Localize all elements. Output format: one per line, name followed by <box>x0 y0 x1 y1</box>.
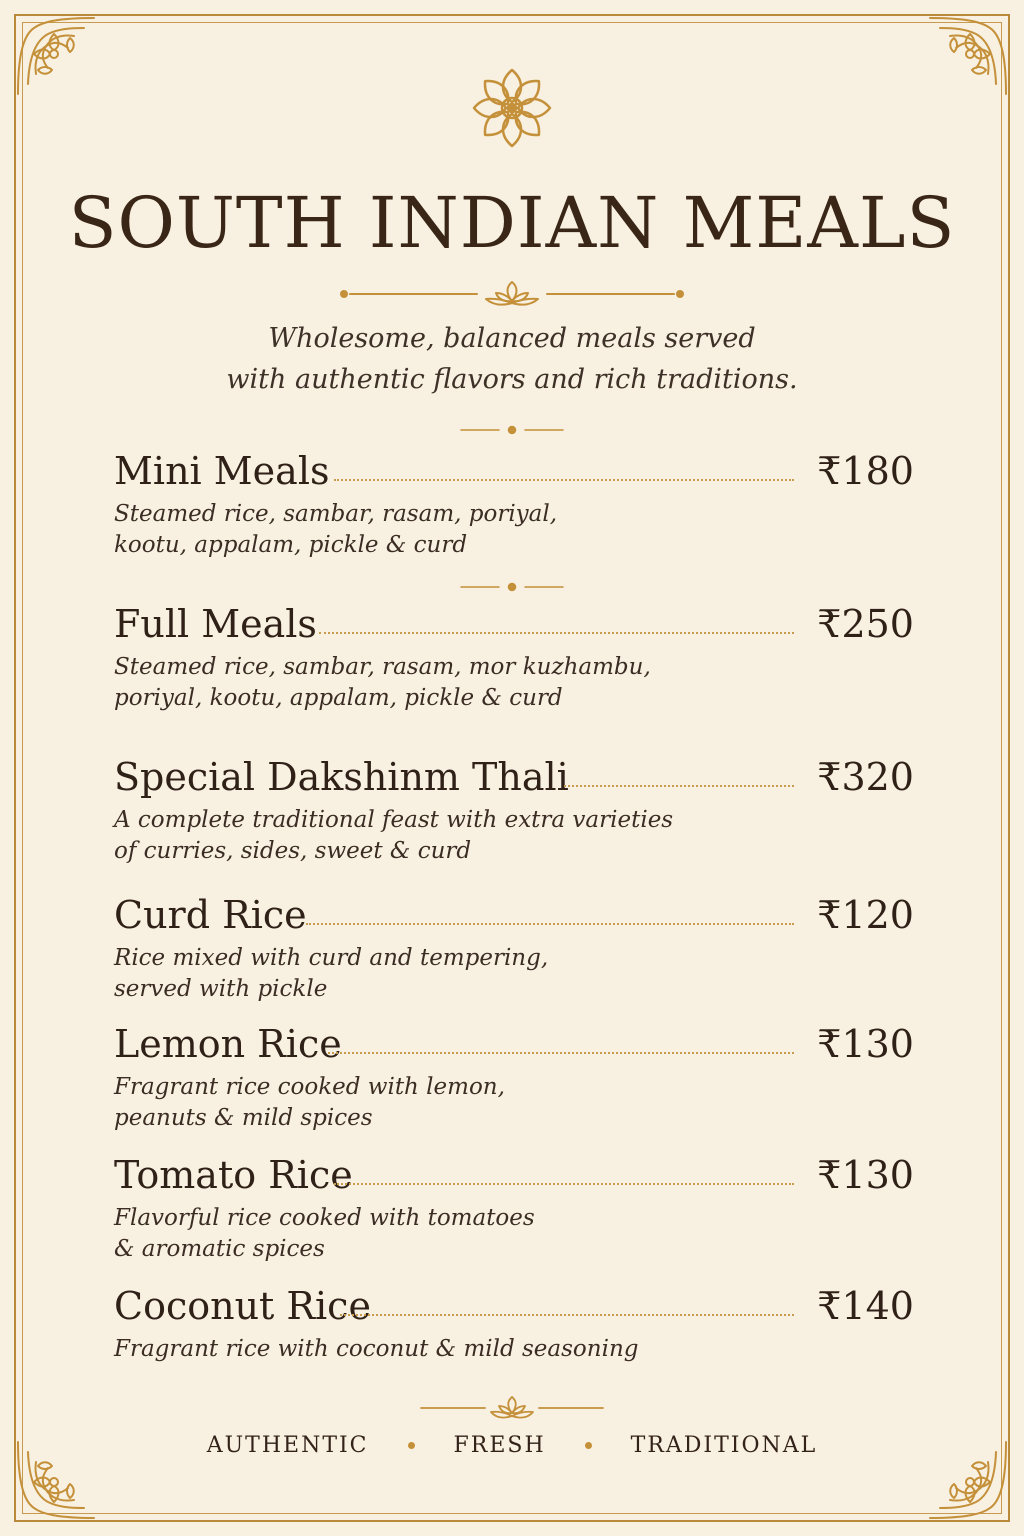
item-row <box>114 448 914 494</box>
item-name: Full Meals <box>114 602 317 646</box>
item-name: Lemon Rice <box>114 1022 342 1066</box>
small-divider <box>457 579 567 595</box>
menu-item-full-meals <box>114 601 914 714</box>
item-price: ₹140 <box>817 1284 914 1328</box>
item-description <box>114 1203 914 1265</box>
item-description-line-1: Flavorful rice cooked with tomatoes <box>114 1205 535 1231</box>
lotus-medallion-icon <box>462 58 562 158</box>
item-price: ₹130 <box>817 1022 914 1066</box>
item-description <box>114 1334 914 1365</box>
menu-item-special-dakshinm-thali <box>114 754 914 867</box>
item-row <box>114 1152 914 1198</box>
item-row <box>114 892 914 938</box>
item-description-line-1: A complete traditional feast with extra varieties <box>114 807 674 833</box>
item-description-line-2: of curries, sides, sweet & curd <box>114 838 472 864</box>
menu-item-curd-rice <box>114 892 914 1005</box>
dotted-leader <box>334 477 794 481</box>
item-row <box>114 1283 914 1329</box>
dotted-leader <box>306 921 794 925</box>
small-divider <box>457 422 567 438</box>
item-description-line-1: Rice mixed with curd and tempering, <box>114 945 549 971</box>
item-description-line-2: & aromatic spices <box>114 1236 325 1262</box>
dotted-leader <box>564 783 794 787</box>
subtitle <box>0 318 1024 400</box>
item-price: ₹130 <box>817 1153 914 1197</box>
item-price: ₹250 <box>817 602 914 646</box>
item-price: ₹120 <box>817 893 914 937</box>
menu-item-tomato-rice <box>114 1152 914 1265</box>
footer-tag-traditional: TRADITIONAL <box>630 1433 818 1458</box>
separator-dot <box>408 1442 415 1449</box>
item-name: Coconut Rice <box>114 1284 371 1328</box>
item-name: Special Dakshinm Thali <box>114 755 569 799</box>
separator-dot <box>585 1442 592 1449</box>
item-description-line-1: Fragrant rice cooked with lemon, <box>114 1074 505 1100</box>
item-description <box>114 805 914 867</box>
footer-tag-fresh: FRESH <box>453 1433 546 1458</box>
subtitle-line-2: with authentic flavors and rich traditions. <box>226 364 798 395</box>
item-description-line-2: poriyal, kootu, appalam, pickle & curd <box>114 685 563 711</box>
item-price: ₹320 <box>817 755 914 799</box>
item-name: Curd Rice <box>114 893 307 937</box>
item-description-line-1: Steamed rice, sambar, rasam, mor kuzhambu, <box>114 654 651 680</box>
floral-corner-icon <box>922 10 1014 102</box>
item-description-line-2: served with pickle <box>114 976 328 1002</box>
page-title: SOUTH INDIAN MEALS <box>68 182 956 264</box>
dotted-leader <box>334 1181 794 1185</box>
item-description-line-1: Steamed rice, sambar, rasam, poriyal, <box>114 501 558 527</box>
floral-corner-icon <box>10 10 102 102</box>
item-description <box>114 499 914 561</box>
item-description <box>114 1072 914 1134</box>
item-row <box>114 1021 914 1067</box>
dotted-leader <box>340 1312 794 1316</box>
menu-item-mini-meals <box>114 448 914 561</box>
lotus-divider-icon <box>417 1391 607 1425</box>
footer-tag-authentic: AUTHENTIC <box>206 1433 369 1458</box>
item-row <box>114 601 914 647</box>
menu-item-coconut-rice <box>114 1283 914 1365</box>
item-description-line-2: kootu, appalam, pickle & curd <box>114 532 468 558</box>
footer-tags <box>0 1432 1024 1460</box>
subtitle-line-1: Wholesome, balanced meals served <box>268 323 756 354</box>
lotus-divider-icon <box>332 276 692 312</box>
item-description <box>114 943 914 1005</box>
item-description <box>114 652 914 714</box>
item-row <box>114 754 914 800</box>
item-description-line-1: Fragrant rice with coconut & mild seasoning <box>114 1336 639 1362</box>
item-description-line-2: peanuts & mild spices <box>114 1105 373 1131</box>
menu-item-lemon-rice <box>114 1021 914 1134</box>
item-name: Tomato Rice <box>114 1153 353 1197</box>
item-price: ₹180 <box>817 449 914 493</box>
dotted-leader <box>328 1050 794 1054</box>
dotted-leader <box>319 630 794 634</box>
item-name: Mini Meals <box>114 449 330 493</box>
